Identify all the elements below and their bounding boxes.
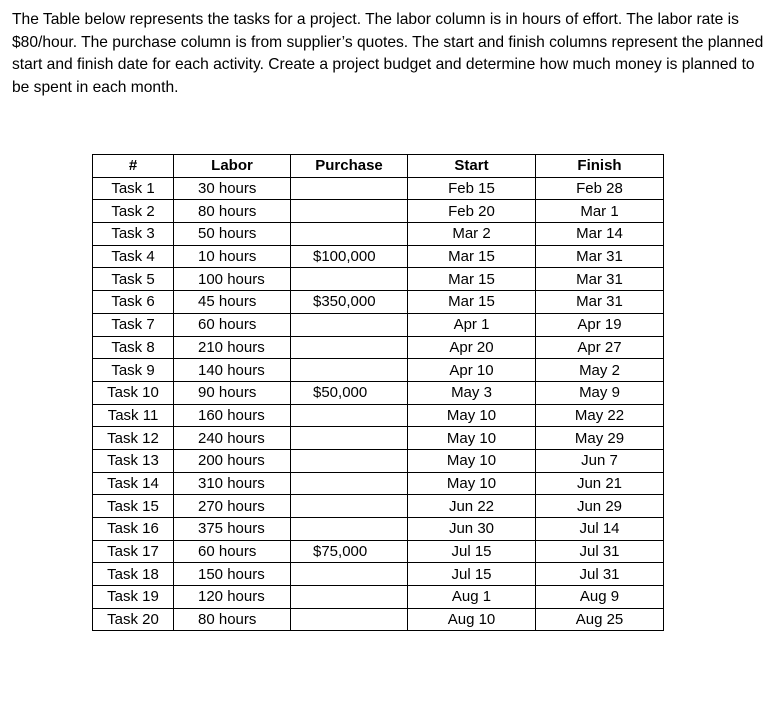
purchase-cell: $75,000 <box>291 540 408 563</box>
table-row <box>93 223 664 246</box>
start-cell: Jul 15 <box>408 540 536 563</box>
start-cell: Jun 30 <box>408 518 536 541</box>
labor-cell: 100 hours <box>174 268 291 291</box>
start-cell: Apr 1 <box>408 313 536 336</box>
labor-cell: 30 hours <box>174 177 291 200</box>
purchase-cell <box>291 313 408 336</box>
task-name-cell: Task 3 <box>93 223 174 246</box>
task-name-cell: Task 11 <box>93 404 174 427</box>
task-name-cell: Task 6 <box>93 291 174 314</box>
task-name-cell: Task 13 <box>93 449 174 472</box>
table-row <box>93 427 664 450</box>
finish-cell: Apr 27 <box>536 336 664 359</box>
labor-cell: 90 hours <box>174 381 291 404</box>
table-header-row <box>93 155 664 178</box>
finish-cell: Jun 29 <box>536 495 664 518</box>
task-rows <box>93 177 664 631</box>
task-name-cell: Task 14 <box>93 472 174 495</box>
labor-cell: 10 hours <box>174 245 291 268</box>
start-cell: Feb 20 <box>408 200 536 223</box>
start-cell: May 3 <box>408 381 536 404</box>
table-row <box>93 313 664 336</box>
finish-cell: Feb 28 <box>536 177 664 200</box>
start-cell: Jul 15 <box>408 563 536 586</box>
purchase-cell <box>291 563 408 586</box>
table-row <box>93 381 664 404</box>
finish-cell: Apr 19 <box>536 313 664 336</box>
task-name-cell: Task 7 <box>93 313 174 336</box>
table-row <box>93 472 664 495</box>
labor-cell: 210 hours <box>174 336 291 359</box>
task-name-cell: Task 10 <box>93 381 174 404</box>
table-row <box>93 200 664 223</box>
finish-cell: Mar 14 <box>536 223 664 246</box>
table-row <box>93 245 664 268</box>
header-num: # <box>93 155 174 178</box>
task-name-cell: Task 4 <box>93 245 174 268</box>
start-cell: Mar 2 <box>408 223 536 246</box>
header-finish: Finish <box>536 155 664 178</box>
labor-cell: 60 hours <box>174 540 291 563</box>
purchase-cell <box>291 359 408 382</box>
table-row <box>93 359 664 382</box>
table-row <box>93 177 664 200</box>
labor-cell: 80 hours <box>174 200 291 223</box>
finish-cell: May 22 <box>536 404 664 427</box>
purchase-cell <box>291 518 408 541</box>
task-name-cell: Task 16 <box>93 518 174 541</box>
purchase-cell <box>291 586 408 609</box>
finish-cell: Aug 9 <box>536 586 664 609</box>
finish-cell: Jul 31 <box>536 563 664 586</box>
labor-cell: 270 hours <box>174 495 291 518</box>
labor-cell: 60 hours <box>174 313 291 336</box>
purchase-cell <box>291 223 408 246</box>
purchase-cell <box>291 336 408 359</box>
task-name-cell: Task 2 <box>93 200 174 223</box>
start-cell: Mar 15 <box>408 291 536 314</box>
labor-cell: 240 hours <box>174 427 291 450</box>
labor-cell: 375 hours <box>174 518 291 541</box>
table-row <box>93 449 664 472</box>
purchase-cell <box>291 608 408 631</box>
start-cell: Jun 22 <box>408 495 536 518</box>
labor-cell: 140 hours <box>174 359 291 382</box>
task-name-cell: Task 12 <box>93 427 174 450</box>
table-row <box>93 495 664 518</box>
finish-cell: Mar 31 <box>536 291 664 314</box>
header-purchase: Purchase <box>291 155 408 178</box>
task-name-cell: Task 1 <box>93 177 174 200</box>
purchase-cell <box>291 472 408 495</box>
start-cell: Feb 15 <box>408 177 536 200</box>
table-row <box>93 563 664 586</box>
table-row <box>93 404 664 427</box>
task-name-cell: Task 18 <box>93 563 174 586</box>
finish-cell: Jun 7 <box>536 449 664 472</box>
labor-cell: 160 hours <box>174 404 291 427</box>
labor-cell: 200 hours <box>174 449 291 472</box>
task-name-cell: Task 17 <box>93 540 174 563</box>
purchase-cell <box>291 495 408 518</box>
table-row <box>93 540 664 563</box>
purchase-cell <box>291 177 408 200</box>
labor-cell: 45 hours <box>174 291 291 314</box>
start-cell: May 10 <box>408 472 536 495</box>
start-cell: Apr 10 <box>408 359 536 382</box>
labor-cell: 310 hours <box>174 472 291 495</box>
header-labor: Labor <box>174 155 291 178</box>
task-name-cell: Task 5 <box>93 268 174 291</box>
table-row <box>93 336 664 359</box>
task-name-cell: Task 19 <box>93 586 174 609</box>
table-row <box>93 586 664 609</box>
purchase-cell <box>291 427 408 450</box>
purchase-cell: $100,000 <box>291 245 408 268</box>
purchase-cell <box>291 268 408 291</box>
table-row <box>93 518 664 541</box>
labor-cell: 120 hours <box>174 586 291 609</box>
finish-cell: May 9 <box>536 381 664 404</box>
table-row <box>93 608 664 631</box>
finish-cell: Jul 31 <box>536 540 664 563</box>
start-cell: May 10 <box>408 449 536 472</box>
finish-cell: May 29 <box>536 427 664 450</box>
task-name-cell: Task 15 <box>93 495 174 518</box>
start-cell: Mar 15 <box>408 245 536 268</box>
finish-cell: Jun 21 <box>536 472 664 495</box>
finish-cell: Mar 1 <box>536 200 664 223</box>
purchase-cell <box>291 404 408 427</box>
start-cell: May 10 <box>408 404 536 427</box>
purchase-cell <box>291 200 408 223</box>
labor-cell: 50 hours <box>174 223 291 246</box>
finish-cell: Jul 14 <box>536 518 664 541</box>
task-table <box>92 154 664 631</box>
task-name-cell: Task 9 <box>93 359 174 382</box>
purchase-cell: $350,000 <box>291 291 408 314</box>
task-name-cell: Task 8 <box>93 336 174 359</box>
finish-cell: May 2 <box>536 359 664 382</box>
start-cell: May 10 <box>408 427 536 450</box>
finish-cell: Aug 25 <box>536 608 664 631</box>
table-row <box>93 291 664 314</box>
labor-cell: 80 hours <box>174 608 291 631</box>
start-cell: Apr 20 <box>408 336 536 359</box>
finish-cell: Mar 31 <box>536 245 664 268</box>
start-cell: Aug 1 <box>408 586 536 609</box>
table-row <box>93 268 664 291</box>
start-cell: Aug 10 <box>408 608 536 631</box>
start-cell: Mar 15 <box>408 268 536 291</box>
finish-cell: Mar 31 <box>536 268 664 291</box>
problem-statement: The Table below represents the tasks for a project. The labor column is in hours of effort. The labor rate is $80/hour. The purchase column is from supplier’s quotes. The start and finish columns represent the planned start and finish date for each activity. Create a project budget and determine how much money is planned to be spent in each month. <box>12 11 764 96</box>
header-start: Start <box>408 155 536 178</box>
labor-cell: 150 hours <box>174 563 291 586</box>
purchase-cell: $50,000 <box>291 381 408 404</box>
purchase-cell <box>291 449 408 472</box>
task-name-cell: Task 20 <box>93 608 174 631</box>
